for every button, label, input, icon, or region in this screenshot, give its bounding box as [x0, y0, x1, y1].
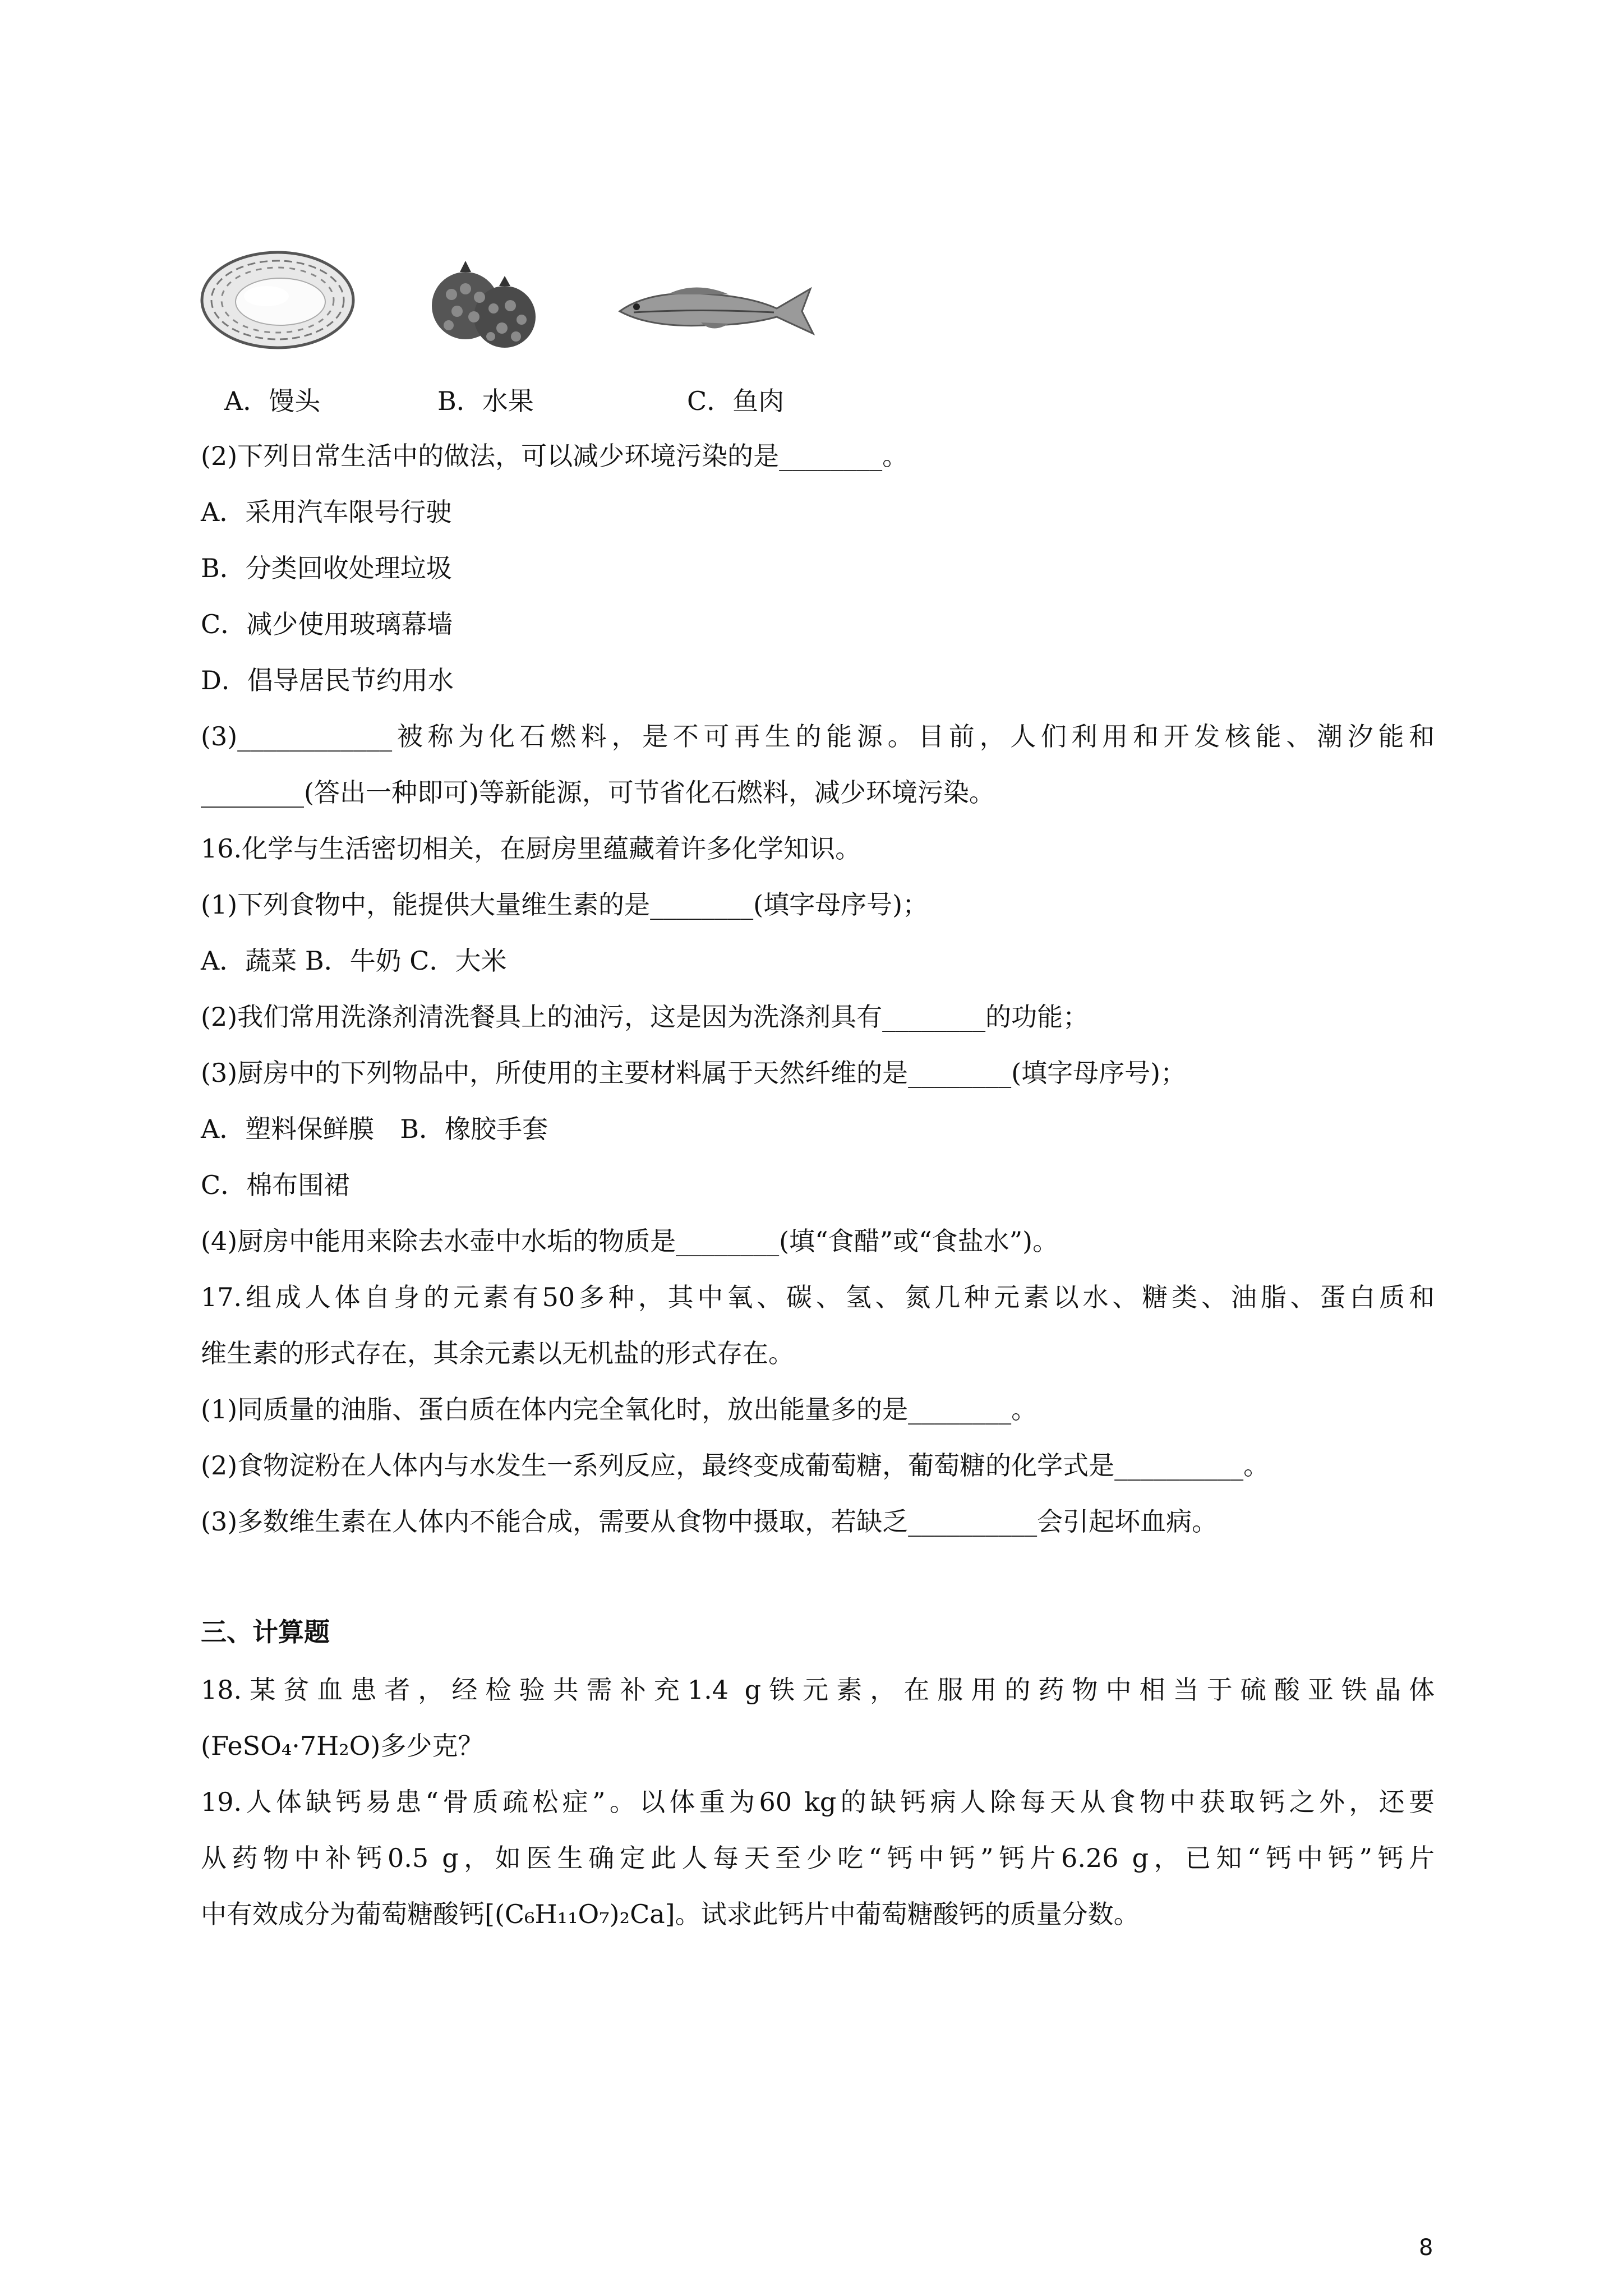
- q17-part1: (1)同质量的油脂、蛋白质在体内完全氧化时，放出能量多的是________。: [201, 1394, 1038, 1424]
- q15-part3-line2: ________(答出一种即可)等新能源，可节省化石燃料，减少环境污染。: [201, 777, 995, 808]
- fish-caption: C．鱼肉: [687, 386, 785, 416]
- q19-line2: 从药物中补钙0.5 g，如医生确定此人每天至少吃“钙中钙”钙片6.26 g，已知“钙中钙”钙片: [201, 1843, 1435, 1873]
- steamed-bun-basket-icon: [199, 247, 356, 353]
- page-number: 8: [1419, 2235, 1433, 2261]
- q17-stem-line2: 维生素的形式存在，其余元素以无机盐的形式存在。: [201, 1338, 794, 1368]
- q15-option-b: B．分类回收处理垃圾: [201, 553, 452, 583]
- q17-stem-line1: 17.组成人体自身的元素有50多种，其中氧、碳、氢、氮几种元素以水、糖类、油脂、蛋白质和: [201, 1282, 1435, 1312]
- q15-part3-line1: (3)____________被称为化石燃料，是不可再生的能源。目前，人们利用和开发核能、潮汐能和: [201, 721, 1435, 751]
- q16-part3: (3)厨房中的下列物品中，所使用的主要材料属于天然纤维的是________(填字母序号)；: [201, 1058, 1187, 1088]
- q16-part1: (1)下列食物中，能提供大量维生素的是________(填字母序号)；: [201, 889, 929, 920]
- q16-part3-option-c: C．棉布围裙: [201, 1170, 350, 1200]
- q15-option-d: D．倡导居民节约用水: [201, 665, 454, 695]
- section-heading: 三、计算题: [201, 1617, 330, 1647]
- q19-line1: 19.人体缺钙易患“骨质疏松症”。以体重为60 kg的缺钙病人除每天从食物中获取钙之外，还要: [201, 1787, 1435, 1817]
- q16-part3-options-ab: A．塑料保鲜膜 B．橡胶手套: [201, 1114, 548, 1144]
- q18-line2: (FeSO₄·7H₂O)多少克？: [201, 1731, 484, 1761]
- q15-option-c: C．减少使用玻璃幕墙: [201, 609, 453, 639]
- q19-line3: 中有效成分为葡萄糖酸钙[(C₆H₁₁O₇)₂Ca]。试求此钙片中葡萄糖酸钙的质量分数。: [201, 1899, 1140, 1929]
- mantou-caption: A．馒头: [224, 386, 321, 416]
- q16-stem: 16.化学与生活密切相关，在厨房里蕴藏着许多化学知识。: [201, 833, 861, 864]
- fish-icon: [617, 278, 819, 339]
- q16-part1-options: A．蔬菜 B．牛奶 C．大米: [201, 946, 507, 976]
- q16-part4: (4)厨房中能用来除去水壶中水垢的物质是________(填“食醋”或“食盐水”)。: [201, 1226, 1059, 1256]
- q15-part2: (2)下列日常生活中的做法，可以减少环境污染的是________。: [201, 441, 909, 471]
- q18-line1: 18.某贫血患者，经检验共需补充1.4 g铁元素，在服用的药物中相当于硫酸亚铁晶体: [201, 1675, 1435, 1705]
- q17-part3: (3)多数维生素在人体内不能合成，需要从食物中摄取，若缺乏__________会引起坏血病。: [201, 1506, 1218, 1537]
- raspberries-icon: [426, 252, 544, 353]
- q16-part2: (2)我们常用洗涤剂清洗餐具上的油污，这是因为洗涤剂具有________的功能；: [201, 1002, 1089, 1032]
- q17-part2: (2)食物淀粉在人体内与水发生一系列反应，最终变成葡萄糖，葡萄糖的化学式是__________。: [201, 1450, 1270, 1481]
- q15-option-a: A．采用汽车限号行驶: [201, 497, 452, 527]
- fruit-caption: B．水果: [437, 386, 534, 416]
